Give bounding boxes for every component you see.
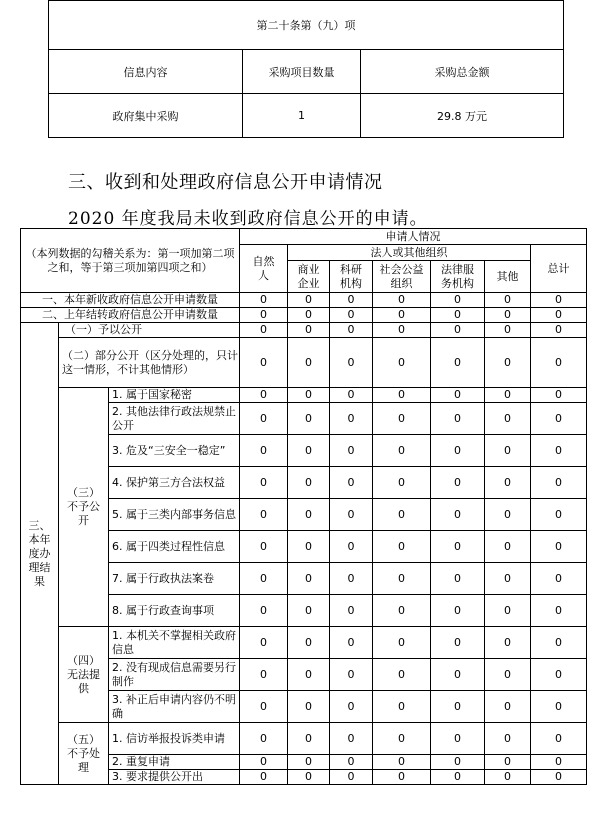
count-cell: 0 <box>240 308 288 323</box>
count-cell: 0 <box>373 770 431 785</box>
count-cell: 0 <box>373 293 431 308</box>
row-carried-over: 二、上年结转政府信息公开申请数量 <box>21 308 240 323</box>
count-cell: 0 <box>531 691 587 723</box>
count-cell: 0 <box>288 691 330 723</box>
application-stats-table <box>20 228 587 785</box>
count-cell: 0 <box>531 435 587 467</box>
count-cell: 0 <box>330 308 373 323</box>
row-not-disclosed-item: 1. 属于国家秘密 <box>109 388 240 403</box>
applicant-header: 申请人情况 <box>240 229 587 245</box>
count-cell: 0 <box>431 531 485 563</box>
row-not-disclosed-item: 5. 属于三类内部事务信息 <box>109 499 240 531</box>
row-not-disclosed-item: 6. 属于四类过程性信息 <box>109 531 240 563</box>
count-cell: 0 <box>531 531 587 563</box>
count-cell: 0 <box>531 388 587 403</box>
count-cell: 0 <box>240 659 288 691</box>
section-heading: 三、收到和处理政府信息公开申请情况 <box>68 172 383 193</box>
count-cell: 0 <box>240 627 288 659</box>
count-cell: 0 <box>330 293 373 308</box>
row-not-disclosed-item: 4. 保护第三方合法权益 <box>109 467 240 499</box>
count-cell: 0 <box>373 403 431 435</box>
procurement-table <box>48 0 564 138</box>
count-cell: 0 <box>288 338 330 388</box>
count-cell: 0 <box>240 388 288 403</box>
count-cell: 0 <box>431 467 485 499</box>
count-cell: 0 <box>240 403 288 435</box>
count-cell: 0 <box>288 755 330 770</box>
group-unable: （四）无法提供 <box>59 627 109 723</box>
count-cell: 0 <box>240 435 288 467</box>
row-not-disclosed-item: 3. 危及“三安全一稳定” <box>109 435 240 467</box>
row-unable-item: 3. 补正后申请内容仍不明确 <box>109 691 240 723</box>
count-cell: 0 <box>485 770 531 785</box>
row-unable-item: 2. 没有现成信息需要另行制作 <box>109 659 240 691</box>
count-cell: 0 <box>288 323 330 338</box>
count-cell: 0 <box>485 595 531 627</box>
count-cell: 0 <box>531 563 587 595</box>
count-cell: 0 <box>431 323 485 338</box>
count-cell: 0 <box>288 723 330 755</box>
count-cell: 0 <box>531 595 587 627</box>
count-cell: 0 <box>431 338 485 388</box>
count-cell: 0 <box>373 338 431 388</box>
row-new-applications: 一、本年新收政府信息公开申请数量 <box>21 293 240 308</box>
count-cell: 0 <box>330 627 373 659</box>
procurement-title: 第二十条第（九）项 <box>49 1 564 50</box>
count-cell: 0 <box>288 403 330 435</box>
count-cell: 0 <box>330 388 373 403</box>
count-cell: 0 <box>373 595 431 627</box>
count-cell: 0 <box>485 467 531 499</box>
count-cell: 0 <box>531 338 587 388</box>
count-cell: 0 <box>431 755 485 770</box>
count-cell: 0 <box>373 323 431 338</box>
count-cell: 0 <box>485 323 531 338</box>
header-project-count: 采购项目数量 <box>243 50 361 94</box>
count-cell: 0 <box>330 770 373 785</box>
count-cell: 0 <box>330 435 373 467</box>
count-cell: 0 <box>330 531 373 563</box>
row-not-handled-item: 3. 要求提供公开出 <box>109 770 240 785</box>
count-cell: 0 <box>485 531 531 563</box>
count-cell: 0 <box>240 595 288 627</box>
cell-info-content: 政府集中采购 <box>49 94 243 138</box>
count-cell: 0 <box>431 627 485 659</box>
count-cell: 0 <box>288 435 330 467</box>
section-results: 三、本年度办理结果 <box>21 323 59 785</box>
group-not-handled: （五）不予处理 <box>59 723 109 785</box>
count-cell: 0 <box>485 723 531 755</box>
row-unable-item: 1. 本机关不掌握相关政府信息 <box>109 627 240 659</box>
total-header: 总计 <box>531 245 587 293</box>
col-research: 科研机构 <box>330 261 373 293</box>
count-cell: 0 <box>485 338 531 388</box>
row-not-disclosed-item: 2. 其他法律行政法规禁止公开 <box>109 403 240 435</box>
count-cell: 0 <box>485 627 531 659</box>
count-cell: 0 <box>288 499 330 531</box>
col-other: 其他 <box>485 261 531 293</box>
cell-total-amount: 29.8 万元 <box>361 94 564 138</box>
count-cell: 0 <box>431 388 485 403</box>
count-cell: 0 <box>373 563 431 595</box>
count-cell: 0 <box>288 467 330 499</box>
count-cell: 0 <box>373 388 431 403</box>
count-cell: 0 <box>330 467 373 499</box>
count-cell: 0 <box>531 723 587 755</box>
count-cell: 0 <box>431 308 485 323</box>
count-cell: 0 <box>531 467 587 499</box>
count-cell: 0 <box>431 691 485 723</box>
legal-entity-header: 法人或其他组织 <box>288 245 531 261</box>
count-cell: 0 <box>373 467 431 499</box>
count-cell: 0 <box>373 435 431 467</box>
count-cell: 0 <box>485 499 531 531</box>
count-cell: 0 <box>330 323 373 338</box>
group-not-disclosed: （三）不予公开 <box>59 388 109 627</box>
count-cell: 0 <box>373 499 431 531</box>
count-cell: 0 <box>373 755 431 770</box>
col-legal-service: 法律服务机构 <box>431 261 485 293</box>
count-cell: 0 <box>485 403 531 435</box>
count-cell: 0 <box>431 563 485 595</box>
count-cell: 0 <box>485 755 531 770</box>
count-cell: 0 <box>240 755 288 770</box>
count-cell: 0 <box>240 770 288 785</box>
count-cell: 0 <box>330 659 373 691</box>
count-cell: 0 <box>531 755 587 770</box>
count-cell: 0 <box>431 293 485 308</box>
count-cell: 0 <box>485 293 531 308</box>
count-cell: 0 <box>330 691 373 723</box>
count-cell: 0 <box>373 723 431 755</box>
count-cell: 0 <box>240 499 288 531</box>
count-cell: 0 <box>431 595 485 627</box>
count-cell: 0 <box>531 770 587 785</box>
count-cell: 0 <box>485 388 531 403</box>
count-cell: 0 <box>288 308 330 323</box>
count-cell: 0 <box>288 659 330 691</box>
count-cell: 0 <box>288 595 330 627</box>
count-cell: 0 <box>531 308 587 323</box>
count-cell: 0 <box>288 770 330 785</box>
count-cell: 0 <box>531 323 587 338</box>
count-cell: 0 <box>240 323 288 338</box>
count-cell: 0 <box>288 293 330 308</box>
count-cell: 0 <box>485 691 531 723</box>
count-cell: 0 <box>373 627 431 659</box>
corner-note: （本列数据的勾稽关系为：第一项加第二项之和，等于第三项加第四项之和） <box>21 229 240 293</box>
count-cell: 0 <box>431 723 485 755</box>
count-cell: 0 <box>240 723 288 755</box>
natural-person-header: 自然人 <box>240 245 288 293</box>
count-cell: 0 <box>431 770 485 785</box>
count-cell: 0 <box>288 388 330 403</box>
count-cell: 0 <box>330 595 373 627</box>
count-cell: 0 <box>330 403 373 435</box>
count-cell: 0 <box>330 338 373 388</box>
row-not-handled-item: 1. 信访举报投诉类申请 <box>109 723 240 755</box>
row-not-disclosed-item: 8. 属于行政查询事项 <box>109 595 240 627</box>
col-public-welfare: 社会公益组织 <box>373 261 431 293</box>
count-cell: 0 <box>485 435 531 467</box>
count-cell: 0 <box>431 403 485 435</box>
count-cell: 0 <box>531 293 587 308</box>
count-cell: 0 <box>330 723 373 755</box>
count-cell: 0 <box>431 435 485 467</box>
count-cell: 0 <box>485 563 531 595</box>
count-cell: 0 <box>373 308 431 323</box>
count-cell: 0 <box>485 659 531 691</box>
count-cell: 0 <box>531 499 587 531</box>
count-cell: 0 <box>431 659 485 691</box>
count-cell: 0 <box>240 467 288 499</box>
row-partial: （二）部分公开（区分处理的，只计这一情形，不计其他情形） <box>59 338 240 388</box>
count-cell: 0 <box>288 627 330 659</box>
count-cell: 0 <box>431 499 485 531</box>
count-cell: 0 <box>240 338 288 388</box>
count-cell: 0 <box>330 755 373 770</box>
count-cell: 0 <box>240 563 288 595</box>
count-cell: 0 <box>240 293 288 308</box>
count-cell: 0 <box>373 531 431 563</box>
row-not-disclosed-item: 7. 属于行政执法案卷 <box>109 563 240 595</box>
header-info-content: 信息内容 <box>49 50 243 94</box>
count-cell: 0 <box>485 308 531 323</box>
count-cell: 0 <box>531 403 587 435</box>
count-cell: 0 <box>240 531 288 563</box>
count-cell: 0 <box>531 659 587 691</box>
header-total-amount: 采购总金额 <box>361 50 564 94</box>
count-cell: 0 <box>288 531 330 563</box>
count-cell: 0 <box>330 563 373 595</box>
count-cell: 0 <box>373 659 431 691</box>
count-cell: 0 <box>373 691 431 723</box>
summary-paragraph: 2020 年度我局未收到政府信息公开的申请。 <box>68 209 428 229</box>
count-cell: 0 <box>330 499 373 531</box>
count-cell: 0 <box>240 691 288 723</box>
col-business: 商业企业 <box>288 261 330 293</box>
cell-project-count: 1 <box>243 94 361 138</box>
count-cell: 0 <box>531 627 587 659</box>
row-granted: （一）予以公开 <box>59 323 240 338</box>
row-not-handled-item: 2. 重复申请 <box>109 755 240 770</box>
count-cell: 0 <box>288 563 330 595</box>
